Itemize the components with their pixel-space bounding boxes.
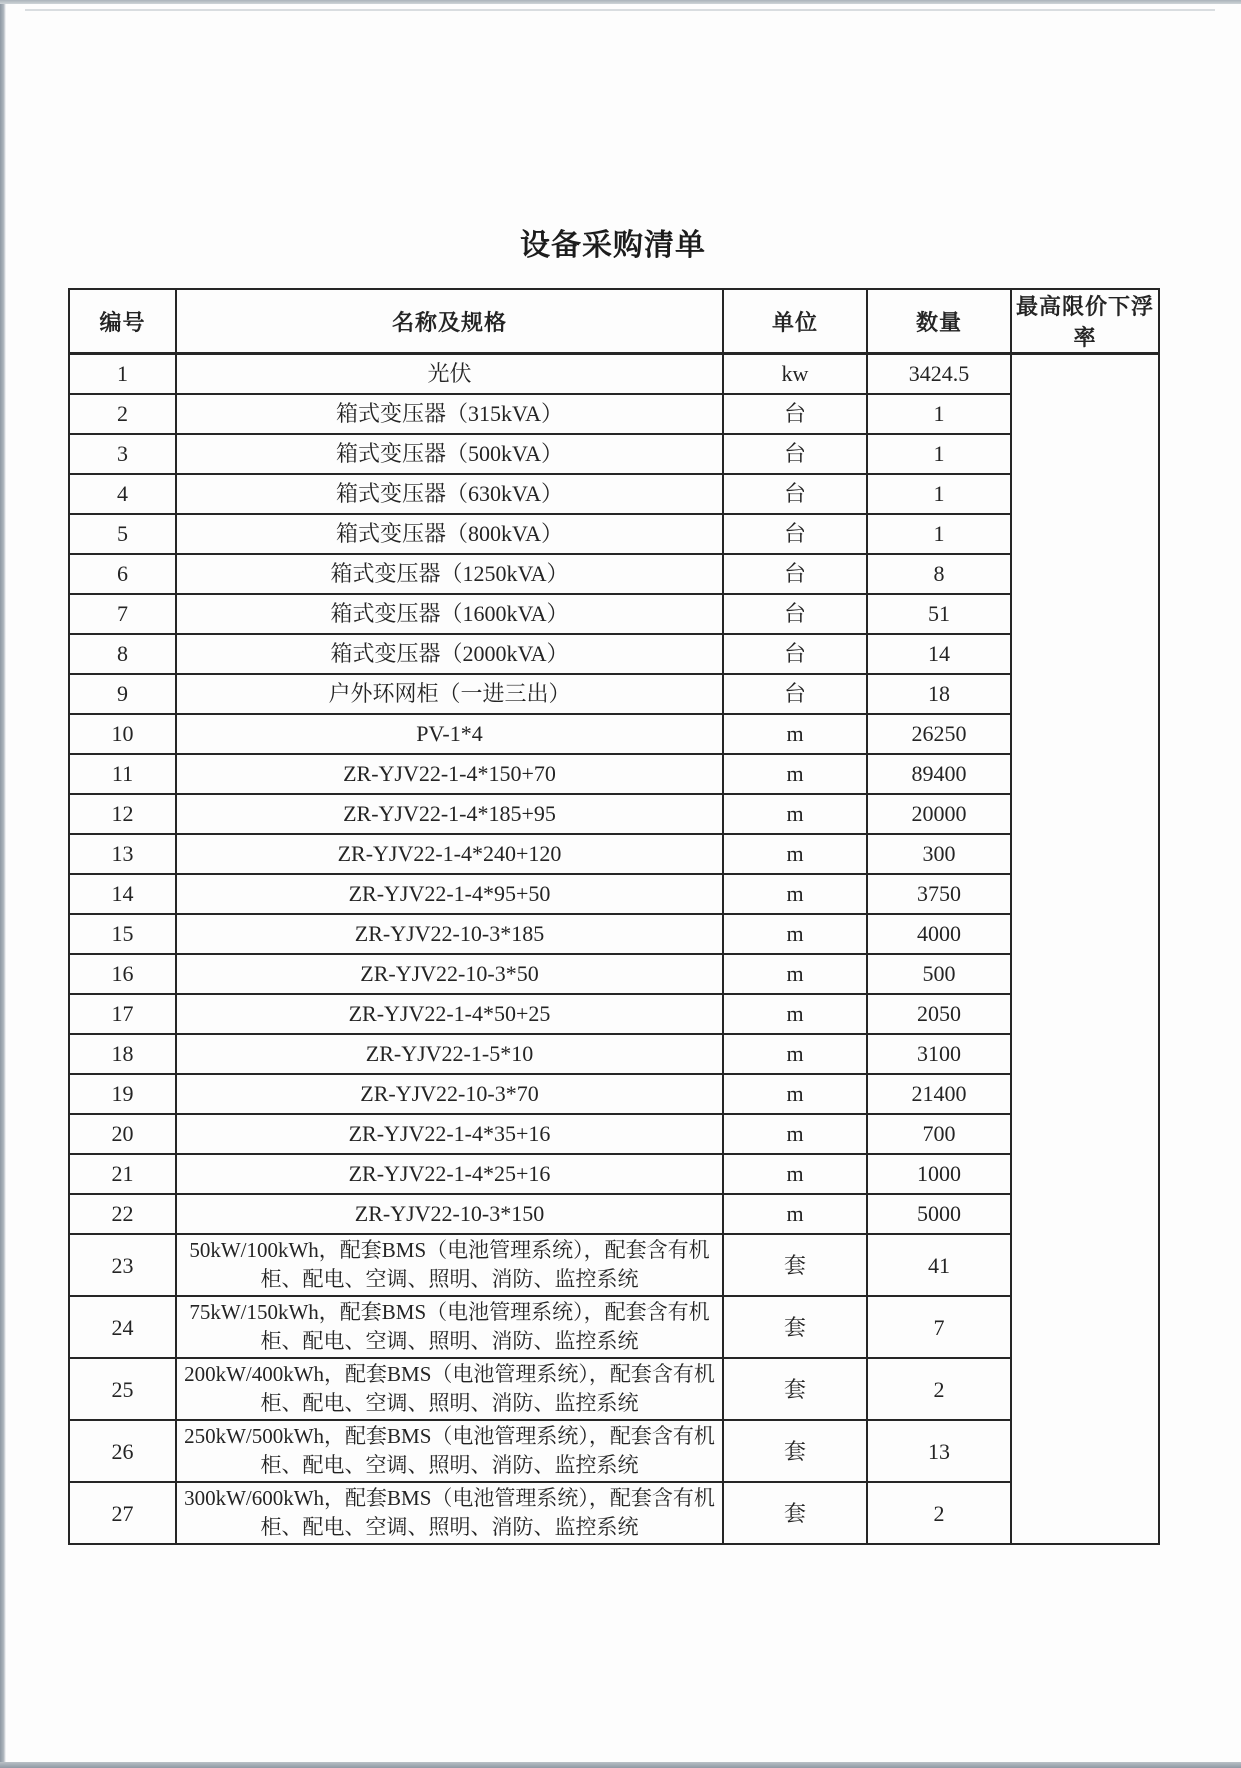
cell-no: 25 [69, 1358, 176, 1420]
table-row [69, 754, 1159, 794]
cell-name: 箱式变压器（1600kVA） [176, 594, 723, 634]
cell-qty: 7 [867, 1296, 1011, 1358]
cell-qty: 20000 [867, 794, 1011, 834]
table-row [69, 1114, 1159, 1154]
cell-unit: 台 [723, 514, 867, 554]
cell-unit: m [723, 1154, 867, 1194]
cell-qty: 13 [867, 1420, 1011, 1482]
table-row [69, 634, 1159, 674]
cell-qty: 3100 [867, 1034, 1011, 1074]
cell-name: 箱式变压器（1250kVA） [176, 554, 723, 594]
cell-name: ZR-YJV22-1-4*240+120 [176, 834, 723, 874]
cell-no: 2 [69, 394, 176, 434]
scan-edge-top-hairline [25, 9, 1215, 11]
cell-unit: m [723, 994, 867, 1034]
cell-name: 箱式变压器（315kVA） [176, 394, 723, 434]
table-row [69, 674, 1159, 714]
cell-no: 8 [69, 634, 176, 674]
cell-unit: 套 [723, 1234, 867, 1296]
cell-no: 4 [69, 474, 176, 514]
cell-name: 200kW/400kWh，配套BMS（电池管理系统），配套含有机柜、配电、空调、照明、消防、监控系统 [176, 1358, 723, 1420]
table-body [69, 354, 1159, 1545]
cell-no: 12 [69, 794, 176, 834]
cell-unit: kw [723, 354, 867, 395]
cell-unit: 台 [723, 474, 867, 514]
cell-unit: m [723, 1194, 867, 1234]
table-row [69, 1154, 1159, 1194]
cell-name: ZR-YJV22-10-3*70 [176, 1074, 723, 1114]
cell-qty: 700 [867, 1114, 1011, 1154]
cell-qty: 4000 [867, 914, 1011, 954]
table-row [69, 714, 1159, 754]
cell-qty: 3750 [867, 874, 1011, 914]
cell-unit: 台 [723, 434, 867, 474]
table-row [69, 554, 1159, 594]
cell-name: ZR-YJV22-1-4*150+70 [176, 754, 723, 794]
cell-name: ZR-YJV22-1-4*35+16 [176, 1114, 723, 1154]
cell-qty: 3424.5 [867, 354, 1011, 395]
cell-no: 16 [69, 954, 176, 994]
cell-name: ZR-YJV22-1-4*50+25 [176, 994, 723, 1034]
cell-no: 5 [69, 514, 176, 554]
cell-qty: 1 [867, 474, 1011, 514]
cell-qty: 1 [867, 514, 1011, 554]
cell-name: 箱式变压器（500kVA） [176, 434, 723, 474]
cell-no: 27 [69, 1482, 176, 1544]
table-row [69, 874, 1159, 914]
scan-edge-left [0, 0, 6, 1768]
cell-unit: 台 [723, 394, 867, 434]
cell-unit: 套 [723, 1296, 867, 1358]
cell-unit: m [723, 714, 867, 754]
cell-name: ZR-YJV22-1-4*185+95 [176, 794, 723, 834]
cell-unit: m [723, 754, 867, 794]
cell-unit: 台 [723, 634, 867, 674]
cell-no: 20 [69, 1114, 176, 1154]
cell-no: 18 [69, 1034, 176, 1074]
cell-name: ZR-YJV22-10-3*50 [176, 954, 723, 994]
page-title: 设备采购清单 [520, 229, 706, 262]
cell-unit: m [723, 1034, 867, 1074]
cell-qty: 1 [867, 394, 1011, 434]
table-row [69, 994, 1159, 1034]
cell-no: 10 [69, 714, 176, 754]
cell-no: 13 [69, 834, 176, 874]
cell-unit: 台 [723, 674, 867, 714]
cell-unit: m [723, 1074, 867, 1114]
table-row [69, 354, 1159, 395]
procurement-table [68, 288, 1160, 1545]
scan-edge-bottom [0, 1762, 1241, 1768]
cell-no: 21 [69, 1154, 176, 1194]
cell-qty: 2050 [867, 994, 1011, 1034]
cell-qty: 300 [867, 834, 1011, 874]
cell-qty: 21400 [867, 1074, 1011, 1114]
cell-name: 箱式变压器（800kVA） [176, 514, 723, 554]
column-header-qty: 数量 [867, 289, 1011, 354]
cell-no: 17 [69, 994, 176, 1034]
column-header-name: 名称及规格 [176, 289, 723, 354]
table-row [69, 1194, 1159, 1234]
cell-no: 24 [69, 1296, 176, 1358]
cell-no: 19 [69, 1074, 176, 1114]
column-header-discount: 最高限价下浮率 [1011, 289, 1159, 354]
cell-no: 15 [69, 914, 176, 954]
cell-unit: m [723, 954, 867, 994]
table-row [69, 914, 1159, 954]
cell-no: 7 [69, 594, 176, 634]
cell-no: 6 [69, 554, 176, 594]
cell-name: 箱式变压器（2000kVA） [176, 634, 723, 674]
cell-unit: 套 [723, 1358, 867, 1420]
table-row [69, 834, 1159, 874]
cell-no: 9 [69, 674, 176, 714]
table-row [69, 1358, 1159, 1420]
cell-qty: 1000 [867, 1154, 1011, 1194]
table-row [69, 1034, 1159, 1074]
cell-name: ZR-YJV22-1-4*25+16 [176, 1154, 723, 1194]
cell-no: 11 [69, 754, 176, 794]
cell-qty: 89400 [867, 754, 1011, 794]
cell-qty: 1 [867, 434, 1011, 474]
cell-unit: m [723, 794, 867, 834]
cell-discount-merged [1011, 354, 1159, 1545]
column-header-no: 编号 [69, 289, 176, 354]
cell-name: ZR-YJV22-1-4*95+50 [176, 874, 723, 914]
cell-unit: m [723, 834, 867, 874]
table-row [69, 1074, 1159, 1114]
cell-name: 75kW/150kWh，配套BMS（电池管理系统），配套含有机柜、配电、空调、照明、消防、监控系统 [176, 1296, 723, 1358]
cell-unit: m [723, 874, 867, 914]
table-row [69, 1296, 1159, 1358]
cell-no: 26 [69, 1420, 176, 1482]
cell-unit: 套 [723, 1482, 867, 1544]
cell-qty: 14 [867, 634, 1011, 674]
cell-name: ZR-YJV22-10-3*150 [176, 1194, 723, 1234]
cell-qty: 500 [867, 954, 1011, 994]
cell-qty: 2 [867, 1482, 1011, 1544]
cell-name: 户外环网柜（一进三出） [176, 674, 723, 714]
cell-no: 22 [69, 1194, 176, 1234]
table-row [69, 794, 1159, 834]
table-row [69, 394, 1159, 434]
cell-name: 300kW/600kWh，配套BMS（电池管理系统），配套含有机柜、配电、空调、照明、消防、监控系统 [176, 1482, 723, 1544]
cell-no: 14 [69, 874, 176, 914]
cell-unit: 套 [723, 1420, 867, 1482]
cell-name: 50kW/100kWh，配套BMS（电池管理系统），配套含有机柜、配电、空调、照明、消防、监控系统 [176, 1234, 723, 1296]
cell-unit: 台 [723, 554, 867, 594]
cell-unit: m [723, 914, 867, 954]
cell-unit: 台 [723, 594, 867, 634]
cell-qty: 26250 [867, 714, 1011, 754]
cell-name: ZR-YJV22-1-5*10 [176, 1034, 723, 1074]
cell-no: 23 [69, 1234, 176, 1296]
cell-name: 光伏 [176, 354, 723, 395]
cell-name: PV-1*4 [176, 714, 723, 754]
table-row [69, 594, 1159, 634]
table-row [69, 1234, 1159, 1296]
cell-name: 箱式变压器（630kVA） [176, 474, 723, 514]
table-row [69, 434, 1159, 474]
table-row [69, 474, 1159, 514]
cell-no: 1 [69, 354, 176, 395]
cell-qty: 2 [867, 1358, 1011, 1420]
cell-qty: 51 [867, 594, 1011, 634]
cell-qty: 41 [867, 1234, 1011, 1296]
cell-name: ZR-YJV22-10-3*185 [176, 914, 723, 954]
table-header-row [69, 289, 1159, 354]
table-header [69, 289, 1159, 354]
cell-no: 3 [69, 434, 176, 474]
table-row [69, 514, 1159, 554]
column-header-unit: 单位 [723, 289, 867, 354]
cell-qty: 18 [867, 674, 1011, 714]
cell-unit: m [723, 1114, 867, 1154]
scan-edge-top [0, 0, 1241, 4]
cell-qty: 8 [867, 554, 1011, 594]
table-row [69, 1420, 1159, 1482]
cell-qty: 5000 [867, 1194, 1011, 1234]
table-row [69, 954, 1159, 994]
cell-name: 250kW/500kWh，配套BMS（电池管理系统），配套含有机柜、配电、空调、照明、消防、监控系统 [176, 1420, 723, 1482]
table-row [69, 1482, 1159, 1544]
